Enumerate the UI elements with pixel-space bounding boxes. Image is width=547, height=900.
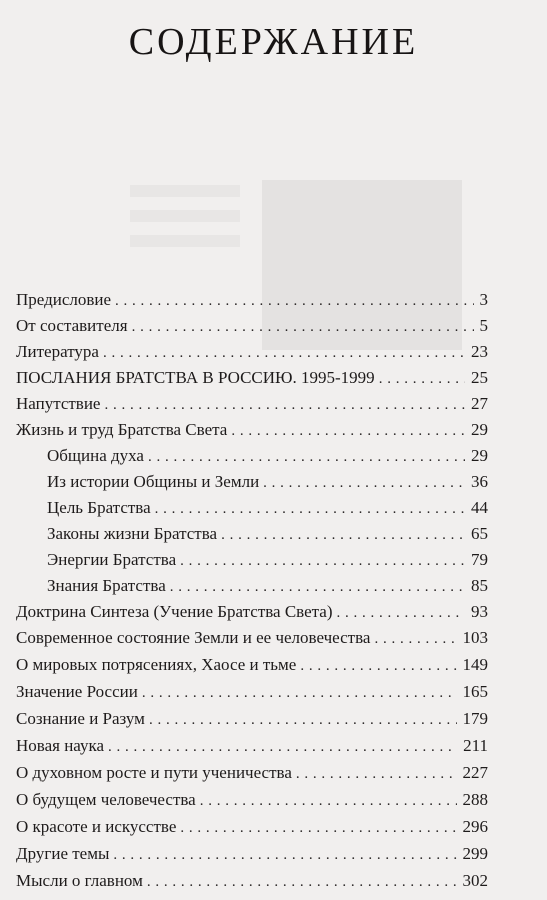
toc-entry-page: 211 <box>463 736 488 755</box>
toc-entry-page: 36 <box>471 472 488 491</box>
toc-subentry[interactable] <box>16 469 488 495</box>
dot-leader <box>180 548 465 574</box>
toc-entry[interactable] <box>16 625 488 651</box>
toc-subentry[interactable] <box>16 443 488 469</box>
toc-entry[interactable] <box>16 732 488 759</box>
toc-entry-title: Жизнь и труд Братства Света <box>16 420 228 439</box>
toc-entry-page: 25 <box>471 368 488 387</box>
toc-entry-page: 149 <box>462 655 488 674</box>
toc-entry-title: О духовном росте и пути ученичества <box>16 763 292 782</box>
toc-entry[interactable] <box>16 705 488 732</box>
dot-leader <box>113 842 456 869</box>
toc-entry-title: Община духа <box>47 446 144 465</box>
dot-leader <box>231 418 465 444</box>
toc-entry[interactable] <box>16 759 488 786</box>
toc-entry-title: От составителя <box>16 316 128 335</box>
toc-entry-page: 29 <box>471 420 488 439</box>
toc-entry-title: Знания Братства <box>47 576 166 595</box>
toc-entry-page: 227 <box>462 763 488 782</box>
toc-entry-page: 299 <box>462 844 488 863</box>
toc-entry-title: Современное состояние Земли и ее человечества <box>16 628 371 647</box>
toc-entry-title: Напутствие <box>16 394 101 413</box>
toc-entry-page: 296 <box>462 817 488 836</box>
toc-entry-title: Мысли о главном <box>16 871 143 890</box>
dot-leader <box>374 626 456 652</box>
toc-entry-page: 44 <box>471 498 488 517</box>
dot-leader <box>115 288 473 314</box>
toc-entry-page: 85 <box>471 576 488 595</box>
dot-leader <box>379 366 465 392</box>
toc-entry[interactable] <box>16 867 488 894</box>
dot-leader <box>300 653 456 680</box>
toc-entry[interactable] <box>16 365 488 391</box>
toc-entry[interactable] <box>16 651 488 678</box>
table-of-contents <box>16 287 488 894</box>
dot-leader <box>221 522 465 548</box>
toc-entry[interactable] <box>16 417 488 443</box>
dot-leader <box>296 761 457 788</box>
toc-entry-page: 103 <box>462 628 488 647</box>
toc-entry-title: Предисловие <box>16 290 112 309</box>
toc-entry-title: Сознание и Разум <box>16 709 145 728</box>
show-through-line <box>130 235 240 247</box>
toc-entry-title: Другие темы <box>16 844 110 863</box>
toc-entry-title: О будущем человечества <box>16 790 196 809</box>
toc-subentry[interactable] <box>16 521 488 547</box>
toc-entry-title: Из истории Общины и Земли <box>47 472 260 491</box>
toc-subentry[interactable] <box>16 547 488 573</box>
toc-entry[interactable] <box>16 813 488 840</box>
toc-entry[interactable] <box>16 391 488 417</box>
toc-entry[interactable] <box>16 786 488 813</box>
toc-entry[interactable] <box>16 599 488 625</box>
toc-entry[interactable] <box>16 313 488 339</box>
toc-entry-page: 5 <box>479 316 488 335</box>
toc-entry-page: 165 <box>462 682 488 701</box>
toc-entry-title: Литература <box>16 342 99 361</box>
dot-leader <box>104 392 465 418</box>
toc-entry-title: О мировых потрясениях, Хаосе и тьме <box>16 655 297 674</box>
toc-entry-title: Цель Братства <box>47 498 151 517</box>
page-title: СОДЕРЖАНИЕ <box>128 21 419 63</box>
toc-entry-title: Энергии Братства <box>47 550 177 569</box>
toc-entry-page: 65 <box>471 524 488 543</box>
show-through-line <box>130 185 240 197</box>
toc-entry-page: 3 <box>479 290 488 309</box>
toc-entry-page: 302 <box>462 871 488 890</box>
dot-leader <box>170 574 465 600</box>
show-through-line <box>130 210 240 222</box>
toc-entry-page: 23 <box>471 342 488 361</box>
dot-leader <box>200 788 457 815</box>
toc-entry-title: Доктрина Синтеза (Учение Братства Света) <box>16 602 333 621</box>
toc-entry-page: 79 <box>471 550 488 569</box>
dot-leader <box>147 869 457 896</box>
dot-leader <box>142 680 457 707</box>
toc-entry-page: 288 <box>462 790 488 809</box>
toc-entry-page: 29 <box>471 446 488 465</box>
dot-leader <box>108 734 457 761</box>
toc-entry[interactable] <box>16 678 488 705</box>
toc-entry-page: 179 <box>462 709 488 728</box>
dot-leader <box>263 470 465 496</box>
dot-leader <box>155 496 465 522</box>
dot-leader <box>103 340 465 366</box>
toc-entry[interactable] <box>16 339 488 365</box>
toc-entry-title: Законы жизни Братства <box>47 524 218 543</box>
toc-entry[interactable] <box>16 287 488 313</box>
toc-entry-page: 93 <box>471 602 488 621</box>
toc-entry-title: Значение России <box>16 682 138 701</box>
toc-entry-title: Новая наука <box>16 736 105 755</box>
dot-leader <box>180 815 456 842</box>
toc-entry-page: 27 <box>471 394 488 413</box>
toc-subentry[interactable] <box>16 573 488 599</box>
toc-subentry[interactable] <box>16 495 488 521</box>
toc-entry-title: О красоте и искусстве <box>16 817 177 836</box>
toc-entry-title: ПОСЛАНИЯ БРАТСТВА В РОССИЮ. 1995-1999 <box>16 368 375 387</box>
dot-leader <box>149 707 457 734</box>
dot-leader <box>132 314 474 340</box>
dot-leader <box>148 444 465 470</box>
dot-leader <box>337 600 465 626</box>
toc-entry[interactable] <box>16 840 488 867</box>
